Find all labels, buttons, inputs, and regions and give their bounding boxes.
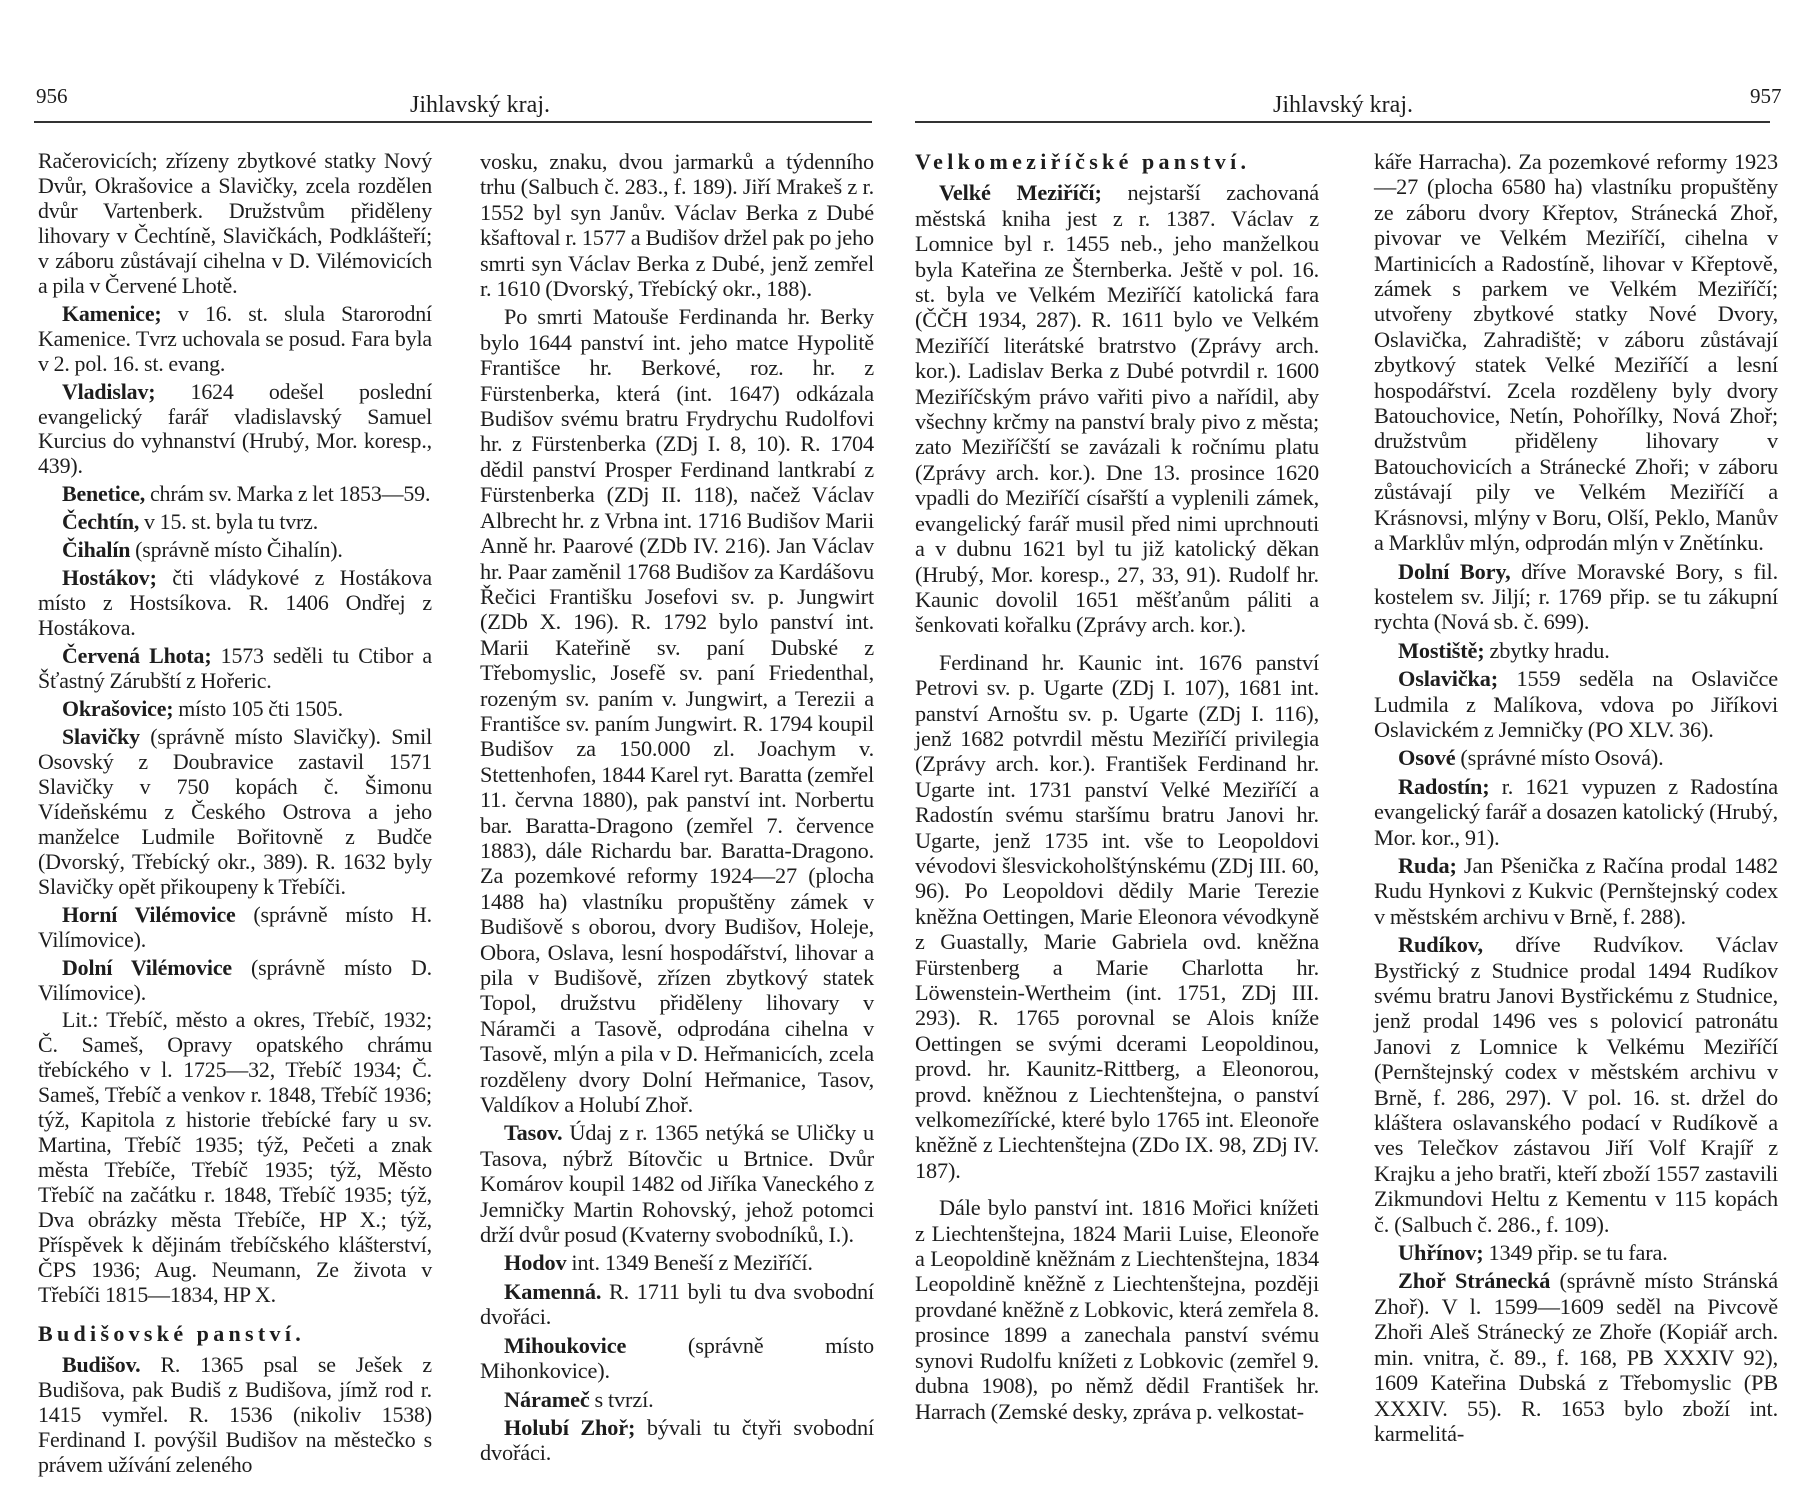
entry-text: Lit.: Třebíč, město a okres, Třebíč, 1932; Č. Sameš, Opravy opatského chrámu třebíckého v l. 1725—32, Třebíč 1934; Č. Sameš, Třebíč a venkov r. 1848, Třebíč 1936; týž, Kapitola z historie třebícké fary u sv. Martina, Třebíč 1935; týž, Pečeti a znak města Třebíče, Třebíč 1935; týž, Město Třebíč na začátku r. 1848, Třebíč 1935; týž, Dva obrázky města Třebíče, HP X.; týž, Příspěvek k dějinám třebíčského klášterství, ČPS 1936; Aug. Neumann, Ze života v Třebíči 1815—1834, HP X. [38, 1007, 432, 1307]
entry-text: Dále bylo panství int. 1816 Mořici knížeti z Liechtenštejna, 1824 Marii Luise, Eleonoře a Leopoldině kněžnám z Liechtenštejna, 1834 Leopoldině kněžně z Liechtenštejna, později provdané kněžně z Lobkovic, která zemřela 8. prosince 1899 a zanechala panství svému synovi Rudolfu knížeti z Lobkovic (zemřel 9. dubna 1908), po němž dědil František hr. Harrach (Zemské desky, zpráva p. velkostat- [915, 1195, 1319, 1424]
entry-paragraph [480, 1120, 874, 1247]
entry-paragraph [1374, 559, 1778, 635]
entry-headword: Rudíkov, [1398, 932, 1483, 958]
entry-paragraph [1374, 774, 1778, 850]
entry-headword: Benetice, [62, 481, 146, 507]
entry-headword: Velké Meziříčí; [939, 180, 1102, 206]
entry-paragraph [915, 650, 1319, 1184]
entry-headword: Dolní Bory, [1398, 558, 1511, 584]
entry-text: káře Harracha). Za pozemkové reformy 1923—27 (plocha 6580 ha) vlastníku propuštěny ze záboru dvory Křeptov, Stránecká Zhoř, pivovar ve Velkém Meziříčí, cihelna v Martinicích a Radostíně, lihovar v Křeptově, zámek s parkem ve Velkém Meziříčí; utvořeny zbytkové statky Nové Dvory, Oslavička, Zahradiště; v záboru zůstávají zbytkový statek Velké Meziříčí a lesní hospodářství. Zcela rozděleny byly dvory Batouchovice, Netín, Pohořílky, Nová Zhoř; družstvům přiděleny lihovary v Batouchovicích a Stránecké Zhoři; v záboru zůstávají pily ve Velkém Meziříčí a Krásnovsi, mlýny v Boru, Olší, Peklo, Manův a Marklův mlýn, odprodán mlýn v Znětínku. [1374, 149, 1778, 556]
entry-text: Jan Pšenička z Račína prodal 1482 Rudu Hynkovi z Kukvic (Pernštejnský codex v městském archivu v Brně, f. 288). [1374, 852, 1778, 929]
entry-paragraph [1374, 932, 1778, 1237]
entry-text: Račerovicích; zřízeny zbytkové statky Nový Dvůr, Okrašovice a Slavičky, zcela rozdělen dvůr Vartenberk. Družstvům přiděleny lihovary v Čechtíně, Slavičkách, Podklášteří; v záboru zůstávají cihelna v D. Vilémovicích a pila v Červené Lhotě. [38, 148, 432, 298]
entry-headword: Dolní Vilémovice [62, 954, 232, 980]
left-page-column-2 [480, 149, 874, 1469]
header-rule-left [34, 121, 872, 123]
entry-paragraph [1374, 666, 1778, 742]
entry-paragraph [915, 1195, 1319, 1424]
entry-headword: Červená Lhota; [62, 643, 212, 669]
right-page-column-1 [915, 149, 1319, 1427]
entry-text: nejstarší zachovaná městská kniha jest z r. 1387. Václav z Lomnice byl r. 1455 neb., jeho manželkou byla Kateřina ze Šternberka. Ještě v pol. 16. st. byla ve Velkém Meziříčí katolická fara (ČČH 1934, 287). R. 1611 bylo ve Velkém Meziříčí literátské bratrstvo (Zprávy arch. kor.). Ladislav Berka z Dubé potvrdil r. 1600 Meziříčským právo vařiti pivo a nařídil, aby všechny krčmy na panství braly pivo z města; zato Meziříčští se zavázali k ročnímu platu (Zprávy arch. kor.). Dne 13. prosince 1620 vpadli do Meziříčí císařští a vyplenili zámek, evangelický farář musil před nimi uprchnouti a v dubnu 1621 byl tu již katolický děkan (Hrubý, Mor. koresp., 27, 33, 91). Rudolf hr. Kaunic dovolil 1651 měšťanům páliti a šenkovati kořalku (Zprávy arch. kor.). [915, 180, 1319, 638]
entry-text: místo 105 čti 1505. [173, 696, 343, 722]
entry-text: (správně místo Slavičky). Smil Osovský z Doubravice zastavil 1571 Slavičky v 750 kopách č. Šimonu Vídeňskému z Českého Ostrova a jeho manželce Ludmile Bořitovně z Budče (Dvorský, Třebícký okr., 389). R. 1632 byly Slavičky opět přikoupeny k Třebíči. [38, 723, 432, 899]
entry-paragraph [1374, 149, 1778, 556]
entry-text: chrám sv. Marka z let 1853—59. [145, 481, 431, 507]
header-rule-right [915, 121, 1770, 123]
entry-headword: Slavičky [62, 723, 140, 749]
entry-text: s tvrzí. [589, 1386, 654, 1412]
entry-text: dříve Moravské Bory, s fil. kostelem sv. Jiljí; r. 1769 přip. se tu zákupní rychta (Nová sb. č. 699). [1374, 558, 1779, 635]
entry-text: vosku, znaku, dvou jarmarků a týdenního trhu (Salbuch č. 283., f. 189). Jiří Mrakeš z r. 1552 byl syn Janův. Václav Berka z Dubé kšaftoval r. 1577 a Budišov držel pak po jeho smrti syn Václav Berka z Dubé, jenž zemřel r. 1610 (Dvorský, Třebícký okr., 188). [480, 149, 874, 302]
entry-paragraph [1374, 1240, 1778, 1265]
entry-text: int. 1349 Beneší z Meziříčí. [566, 1250, 813, 1276]
entry-text: 1349 přip. se tu fara. [1483, 1240, 1668, 1266]
entry-text: 1559 seděla na Oslavičce Ludmila z Malíkova, vdova po Jiříkovi Oslavickém z Jemničky (PO XLV. 36). [1374, 666, 1778, 742]
entry-headword: Holubí Zhoř; [504, 1414, 636, 1440]
entry-text: bývali tu čtyři svobodní dvořáci. [480, 1414, 874, 1466]
left-page-column-1 [38, 149, 432, 1481]
entry-paragraph [1374, 853, 1778, 929]
running-head-right: Jihlavský kraj. [1273, 92, 1413, 118]
entry-paragraph [1374, 1268, 1778, 1446]
section-heading: Budišovské panství. [38, 1320, 306, 1346]
entry-headword: Kamenice; [62, 300, 162, 326]
entry-headword: Mihoukovice [504, 1332, 627, 1358]
entry-headword: Ruda; [1398, 852, 1457, 878]
entry-text: (správně místo Mihonkovice). [480, 1332, 874, 1384]
entry-paragraph [480, 1279, 874, 1330]
entry-paragraph [480, 1415, 874, 1466]
entry-paragraph [38, 697, 432, 722]
entry-headword: Hodov [504, 1250, 567, 1276]
entry-headword: Okrašovice; [62, 696, 174, 722]
entry-paragraph [38, 538, 432, 563]
entry-paragraph [480, 304, 874, 1117]
entry-paragraph [915, 180, 1319, 637]
entry-headword: Budišov. [62, 1351, 141, 1377]
entry-text: (správně místo H. Vilímovice). [38, 901, 433, 952]
entry-text: (správně místo Stránská Zhoř). V l. 1599—1609 seděl na Pivcově Zhoři Aleš Stránecký ze Zhoře (Kopiář arch. min. vnitra, č. 89., f. 168, PB XXXIV 92), 1609 Kateřina Dubská z Třebomyslic (PB XXXIV. 55). R. 1653 bylo zboží int. karmelitá- [1374, 1268, 1779, 1446]
entry-headword: Radostín; [1398, 773, 1490, 799]
entry-paragraph [480, 1387, 874, 1412]
entry-text: v 16. st. slula Starorodní Kamenice. Tvrz uchovala se posud. Fara byla v 2. pol. 16. st. evang. [38, 300, 432, 376]
entry-paragraph [480, 1333, 874, 1384]
running-head-left: Jihlavský kraj. [410, 92, 550, 118]
entry-text: (správné místo Osová). [1455, 745, 1664, 771]
entry-headword: Kamenná. [504, 1278, 602, 1304]
entry-paragraph [38, 1353, 432, 1478]
entry-text: (správně místo Čihalín). [130, 537, 343, 563]
entry-text: zbytky hradu. [1484, 637, 1610, 663]
entry-paragraph [38, 149, 432, 299]
right-page-column-2 [1374, 149, 1778, 1449]
entry-text: 1624 odešel poslední evangelický farář vladislavský Samuel Kurcius do vyhnanství (Hrubý, Mor. koresp., 439). [38, 378, 432, 479]
entry-text: čti vládykové z Hostákova místo z Hostsíkova. R. 1406 Ondřej z Hostákova. [38, 565, 432, 641]
entry-paragraph [480, 1250, 874, 1275]
entry-text: (správně místo D. Vilímovice). [38, 954, 432, 1005]
entry-paragraph [38, 725, 432, 900]
entry-text: v 15. st. byla tu tvrz. [139, 509, 319, 535]
entry-headword: Čechtín, [62, 509, 140, 535]
entry-headword: Horní Vilémovice [62, 901, 236, 927]
entry-headword: Náramеč [504, 1386, 590, 1412]
right-page [905, 0, 1805, 1500]
entry-paragraph [38, 903, 432, 953]
entry-headword: Osové [1398, 745, 1456, 771]
entry-paragraph [38, 956, 432, 1006]
entry-paragraph [38, 482, 432, 507]
page-number-right: 957 [1750, 84, 1782, 108]
entry-text: R. 1711 byli tu dva svobodní dvořáci. [480, 1278, 874, 1330]
entry-headword: Hostákov; [62, 565, 157, 591]
page-number-left: 956 [36, 84, 68, 108]
entry-headword: Čihalín [62, 537, 131, 563]
entry-text: Po smrti Matouše Ferdinanda hr. Berky bylo 1644 panství int. jeho matce Hypolitě Františce hr. Berkové, roz. hr. z Fürstenberka, která (int. 1647) odkázala Budišov svému bratru Frydrychu Rudolfovi hr. z Fürstenberka (ZDj I. 8, 10). R. 1704 dědil panství Prosper Ferdinand lantkrabí z Fürstenberka (ZDj II. 118), načež Václav Albrecht hr. z Vrbna int. 1716 Budišov Marii Anně hr. Paarové (ZDb IV. 216). Jan Václav hr. Paar zaměnil 1768 Budišov za Kardášovu Řečici Františku Josefovi sv. p. Jungwirt (ZDb X. 196). R. 1792 bylo panství int. Marii Kateřině sv. paní Dubské z Třebomyslic, Josefě sv. paní Friedenthal, rozeným sv. paním v. Jungwirt, a Terezii a Františce sv. paním Jungwirt. R. 1794 koupil Budišov za 150.000 zl. Joachym v. Stettenhofen, 1844 Karel ryt. Baratta (zemřel 11. června 1880), pak panství int. Norbertu bar. Baratta-Dragono (zemřel 7. července 1883), dále Richardu bar. Baratta-Dragono. Za pozemkové reformy 1924—27 (plocha 1488 ha) vlastníku propuštěny zámek v Budišově s oborou, dvory Budišov, Holeje, Obora, Oslava, lesní hospodářství, lihovar a pila v Budišově, zřízen zbytkový statek Topol, družstvu přiděleny lihovary v Náramči a Tasově, odprodána cihelna v Tasově, mlýn a pila v D. Heřmanicích, zcela rozděleny dvory Dolní Heřmanice, Tasov, Valdíkov a Holubí Zhoř. [480, 304, 874, 1118]
entry-paragraph [38, 510, 432, 535]
entry-paragraph [38, 380, 432, 480]
entry-text: r. 1621 vypuzen z Radostína evangelický farář a dosazen katolický (Hrubý, Mor. kor., 91). [1374, 773, 1778, 850]
entry-headword: Vladislav; [62, 378, 156, 404]
entry-text: 1573 seděli tu Ctibor a Šťastný Zárubští z Hořeric. [38, 643, 432, 694]
entry-text: R. 1365 psal se Ješek z Budišova, pak Budiš z Budišova, jímž rod r. 1415 vymřel. R. 1536 (nikoliv 1538) Ferdinand I. povýšil Budišov na městečko s právem užívání zeleného [38, 1351, 432, 1477]
entry-paragraph [1374, 638, 1778, 663]
section-heading: Velkomeziříčské panství. [915, 149, 1251, 174]
entry-text: Údaj z r. 1365 netýká se Uličky u Tasova, nýbrž Bítovčic u Brtnice. Dvůr Komárov koupil 1482 od Jiříka Vaneckého z Jemničky Martin Rohovský, jehož potomci drží dvůr posud (Kvaterny svobodníků, I.). [480, 1120, 874, 1248]
left-page [0, 0, 900, 1500]
entry-paragraph [38, 1008, 432, 1307]
entry-text: dříve Rudvíkov. Václav Bystřický z Studnice prodal 1494 Rudíkov svému bratru Janovi Bystřickému z Studnice, jenž prodal 1496 ves s polovicí patronátu Janovi z Lomnice k Velkému Meziříčí (Pernštejnský codex v městském archivu v Brně, f. 286, 297). V pol. 16. st. držel do kláštera oslavanského podací v Rudíkově a ves Telečkov zástavou Jiří Volf Krajíř z Krajku a jeho bratři, kteří zboží 1557 zastavili Zikmundovi Heltu z Kementu v 115 kopách č. (Salbuch č. 286., f. 109). [1374, 932, 1778, 1237]
entry-paragraph [38, 302, 432, 377]
entry-headword: Zhoř Stránecká [1398, 1268, 1551, 1294]
entry-text: Ferdinand hr. Kaunic int. 1676 panství Petrovi sv. p. Ugarte (ZDj I. 107), 1681 int. panství Arnoštu sv. p. Ugarte (ZDj I. 116), jenž 1682 potvrdil městu Meziříčí privilegia (Zprávy arch. kor.). František Ferdinand hr. Ugarte int. 1731 panství Velké Meziříčí a Radostín svému staršímu bratru Janovi hr. Ugarte, jenž 1735 int. vše to Leopoldovi vévodovi šlesvickoholštýnskému (ZDj III. 60, 96). Po Leopoldovi dědily Marie Terezie kněžna Oettingen, Marie Eleonora vévodkyně z Guastally, Marie Gabriela ovd. kněžna Fürstenberg a Marie Charlotta hr. Löwenstein-Wertheim (int. 1751, ZDj III. 293). R. 1765 porovnal se Alois kníže Oettingen se svými dcerami Leopoldinou, provd. hr. Kaunitz-Rittberg, a Eleonorou, provd. kněžnou z Liechtenštejna, o panství velkomezířícké, které bylo 1765 int. Eleonoře kněžně z Liechtenštejna (ZDo IX. 98, ZDj IV. 187). [915, 649, 1319, 1183]
entry-paragraph [1374, 745, 1778, 770]
entry-headword: Mostiště; [1398, 637, 1485, 663]
entry-headword: Oslavička; [1398, 666, 1499, 692]
entry-paragraph [38, 566, 432, 641]
entry-paragraph [38, 644, 432, 694]
entry-paragraph [480, 149, 874, 301]
entry-headword: Uhřínov; [1398, 1240, 1484, 1266]
entry-headword: Tasov. [504, 1120, 563, 1146]
